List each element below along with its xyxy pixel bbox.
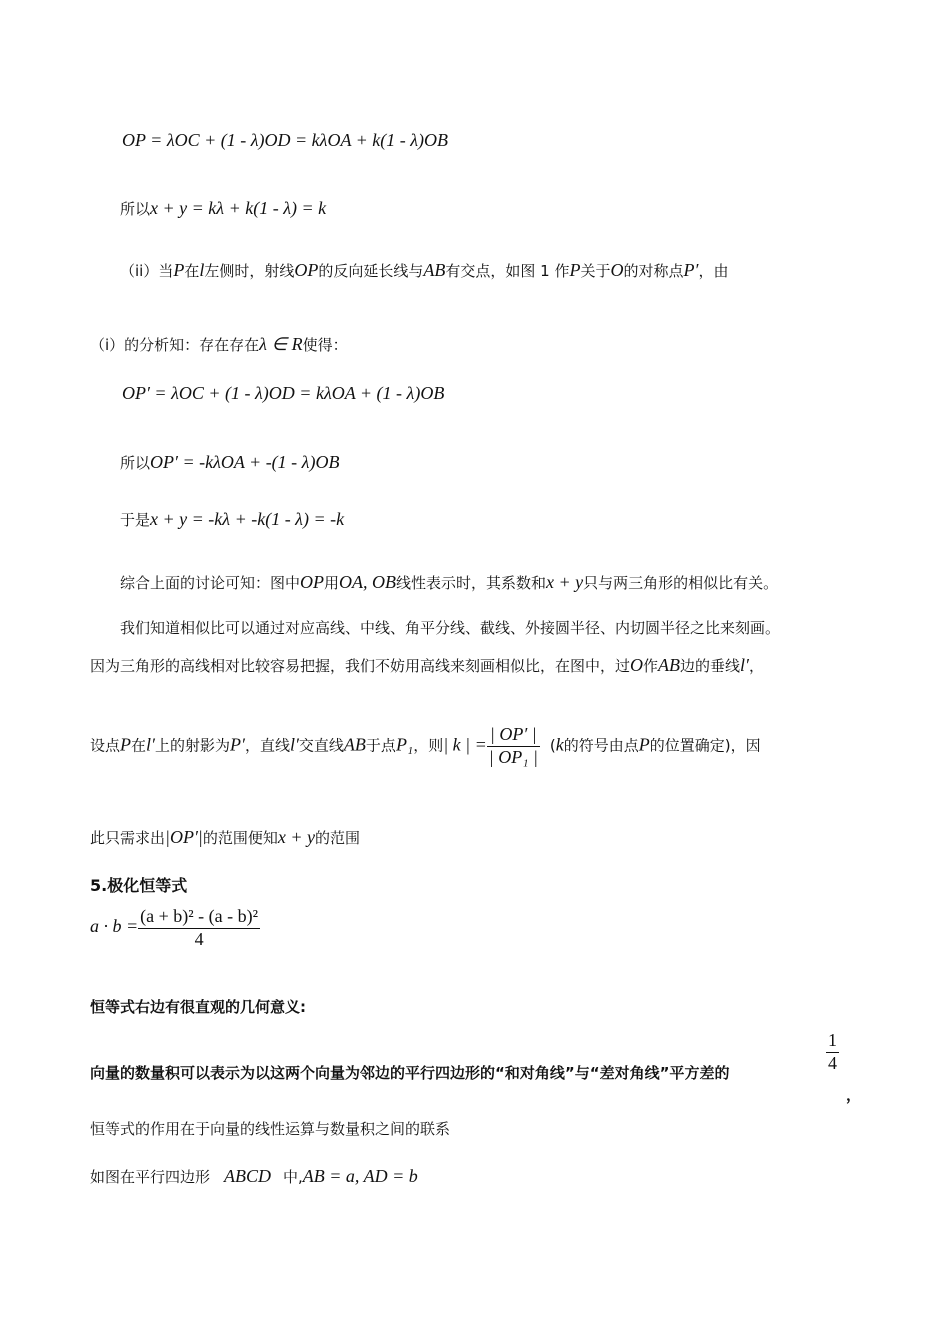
text: 于点: [365, 736, 396, 755]
line-thus: [120, 509, 344, 531]
fraction-denominator: 4: [194, 928, 204, 949]
equation-1: OP = λOC + (1 - λ)OD = kλOA + k(1 - λ)OB: [122, 130, 449, 150]
math-P: P: [638, 734, 650, 755]
equation-op-prime: OP′ = -kλOA + -(1 - λ)OB: [150, 452, 340, 472]
text: 作: [643, 657, 659, 675]
equation-sum-k: x + y = kλ + k(1 - λ) = k: [150, 198, 327, 218]
math-l: l: [199, 260, 205, 280]
math-AB: AB: [423, 260, 446, 280]
text: ，直线: [244, 736, 290, 755]
text: 在: [184, 262, 200, 280]
math-OP: OP: [294, 260, 319, 280]
math-P: P: [173, 260, 185, 280]
text: 只与两三角形的相似比有关。: [583, 574, 779, 592]
equation-sum-negk: x + y = -kλ + -k(1 - λ) = -k: [150, 509, 345, 529]
math-x-plus-y: x + y: [277, 827, 315, 847]
fraction-polarization: [138, 906, 260, 950]
text: 关于: [580, 262, 611, 280]
math-abs-OP-prime: |OP′|: [165, 827, 203, 847]
text: (: [549, 736, 556, 755]
math-lambda-in-R: λ ∈ R: [259, 334, 303, 354]
math-P: P: [569, 260, 581, 280]
text: 中,: [283, 1168, 303, 1186]
text: 的位置确定)，因: [649, 736, 761, 755]
math-O: O: [610, 260, 624, 280]
math-x-plus-y: x + y: [546, 572, 584, 592]
text: 的反向延长线与: [318, 262, 424, 280]
line-so: [120, 198, 326, 220]
equation-2: OP′ = λOC + (1 - λ)OD = kλOA + (1 - λ)OB: [122, 383, 445, 403]
math-k: k: [555, 734, 564, 755]
label-thus: 于是: [120, 511, 151, 529]
paragraph-range: [90, 827, 360, 849]
text: 向量的数量积可以表示为以这两个向量为邻边的平行四边形的“和对角线”与“差对角线”平方差的: [90, 1064, 730, 1082]
text: 用: [324, 574, 340, 592]
fraction-denominator: 4: [828, 1052, 837, 1073]
paragraph-use: 恒等式的作用在于向量的线性运算与数量积之间的联系: [90, 1120, 451, 1138]
paragraph-projection: [90, 724, 761, 768]
math-O: O: [630, 655, 644, 675]
text: 的符号由点: [563, 736, 639, 755]
text: 使得：: [302, 336, 348, 354]
label-so: 所以: [120, 200, 151, 218]
text: 在: [131, 736, 147, 755]
math-l-prime: l′: [146, 734, 155, 755]
text: ，则: [413, 736, 444, 755]
fraction-k: [487, 724, 540, 768]
text: ，由: [698, 262, 729, 280]
math-AB: AB: [658, 655, 681, 675]
fraction-one-quarter: [826, 1030, 839, 1074]
math-ABCD: ABCD: [224, 1166, 272, 1186]
geometric-meaning-text: [90, 1064, 729, 1082]
text: 的范围: [314, 829, 360, 847]
geometric-meaning-title: 恒等式右边有很直观的几何意义:: [90, 998, 307, 1016]
text: 的范围便知: [202, 829, 278, 847]
text: 如图在平行四边形: [90, 1168, 211, 1186]
math-AB-a-AD-b: AB = a, AD = b: [302, 1166, 418, 1186]
paragraph-summary: [120, 572, 778, 594]
math-l-prime: l′: [289, 734, 299, 755]
section-title: 5.极化恒等式: [90, 876, 188, 895]
math-abs-k: | k | =: [443, 734, 487, 755]
text: 设点: [90, 736, 121, 755]
math-l-prime: l′: [740, 655, 749, 675]
math-OA-OB: OA, OB: [339, 572, 397, 592]
text: （i）的分析知：存在存在: [90, 336, 260, 354]
text: 左侧时，射线: [204, 262, 295, 280]
text: 交直线: [298, 736, 344, 755]
paragraph-i: [90, 334, 348, 356]
math-P-prime: P′: [230, 734, 245, 755]
text: 线性表示时，其系数和: [396, 574, 547, 592]
comma: ，: [846, 1086, 862, 1104]
text: （ii）当: [120, 262, 174, 280]
math-P: P: [120, 734, 132, 755]
text: 上的射影为: [154, 736, 230, 755]
paragraph-similarity-line2: [90, 655, 764, 677]
text: 的对称点: [623, 262, 684, 280]
fraction-numerator: | OP′ |: [487, 724, 540, 747]
label-so: 所以: [120, 454, 151, 472]
math-OP: OP: [300, 572, 325, 592]
paragraph-ii: [120, 260, 728, 282]
text: 因为三角形的高线相对比较容易把握，我们不妨用高线来刻画相似比，在图中，过: [90, 657, 631, 675]
text: 边的垂线: [680, 657, 741, 675]
text: 综合上面的讨论可知：图中: [120, 574, 301, 592]
math-P-prime: P′: [683, 260, 699, 280]
math-P1: P₁: [395, 734, 414, 755]
paragraph-parallelogram: [90, 1166, 418, 1188]
math-a-dot-b: a · b =: [90, 916, 139, 937]
line-so-2: [120, 452, 339, 474]
fraction-numerator: (a + b)² - (a - b)²: [138, 906, 260, 929]
text: 此只需求出: [90, 829, 166, 847]
text: ，: [749, 657, 765, 675]
paragraph-similarity-line1: 我们知道相似比可以通过对应高线、中线、角平分线、截线、外接圆半径、内切圆半径之比来刻画。: [120, 619, 781, 637]
math-AB: AB: [343, 734, 366, 755]
fraction-numerator: 1: [826, 1030, 839, 1053]
text: 有交点，如图 1 作: [445, 262, 570, 280]
fraction-denominator: | OP₁ |: [488, 746, 538, 767]
polarization-identity: [90, 906, 260, 950]
